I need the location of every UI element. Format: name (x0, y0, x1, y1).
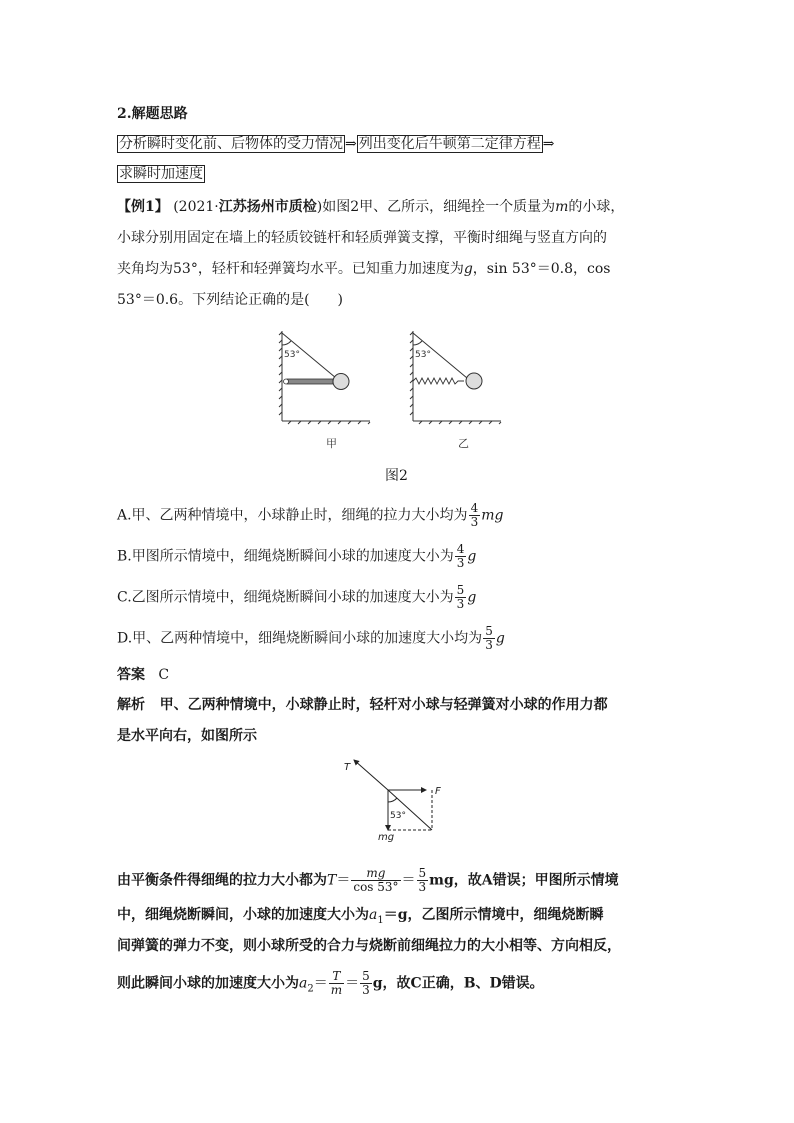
analysis-line-5: 间弹簧的弹力不变，则小球所受的合力与烧断前细绳拉力的大小相等、方向相反， (117, 938, 621, 954)
flow-step-1: 分析瞬时变化前、后物体的受力情况 (119, 136, 343, 152)
equals: ＝ (336, 872, 351, 889)
angle-arc (413, 341, 422, 345)
answer-value: C (158, 667, 170, 683)
flow-step-2: 列出变化后牛顿第二定律方程 (358, 136, 541, 152)
fraction (417, 867, 429, 894)
force-t-label: T (344, 762, 351, 773)
analysis-line-2: 是水平向右，如图所示 (117, 728, 257, 744)
a2-variable: a (299, 975, 308, 992)
analysis-line-1 (117, 695, 608, 715)
example-text: 如图2甲、乙所示，细绳拴一个质量为 (322, 199, 556, 215)
angle-label: 53° (390, 811, 406, 821)
flow-arrow: ⇒ (542, 136, 555, 152)
option-c-text: C.乙图所示情境中，细绳烧断瞬间小球的加速度大小为 (117, 589, 454, 606)
t-variable: T (327, 872, 337, 889)
numerator: T (329, 970, 344, 984)
denominator: cos 53° (353, 880, 399, 894)
equals: ＝ (401, 872, 416, 889)
ball (466, 373, 482, 389)
force-f-label: F (435, 786, 441, 797)
flow-arrow: ⇒ (345, 136, 357, 152)
solution-flow-continued (117, 164, 205, 184)
numerator: 5 (362, 969, 370, 983)
equals: ＝ (345, 975, 360, 992)
numerator: 4 (456, 542, 465, 556)
option-a-tail: mg (481, 507, 504, 524)
fraction (483, 625, 495, 652)
flow-step-3: 求瞬时加速度 (119, 166, 203, 182)
g-variable: g (463, 261, 473, 277)
fraction (351, 867, 400, 894)
example-tag: 【例1】 (117, 199, 169, 215)
mass-variable: m (555, 199, 569, 215)
analysis-text: 甲、乙两种情境中，小球静止时，轻杆对小球与轻弹簧对小球的作用力都 (159, 697, 608, 713)
analysis-text: mg，故A错误；甲图所示情境 (429, 872, 619, 889)
analysis-text: 中，细绳烧断瞬间，小球的加速度大小为 (117, 907, 369, 923)
numerator: 5 (418, 866, 427, 880)
option-a (117, 502, 503, 529)
solution-flow (117, 134, 554, 154)
figure-2 (270, 323, 520, 455)
example-text: ，sin 53°＝0.8，cos (472, 261, 611, 277)
example-source: 江苏扬州市质检 (218, 199, 317, 215)
light-rod (287, 379, 333, 384)
a1-variable: a (369, 907, 378, 923)
option-c (117, 584, 476, 611)
fraction (329, 970, 344, 997)
option-a-text: A.甲、乙两种情境中，小球静止时，细绳的拉力大小均为 (117, 507, 468, 524)
ball (333, 374, 349, 390)
tension-arrow (354, 760, 388, 790)
analysis-text: 则此瞬间小球的加速度大小为 (117, 975, 299, 992)
answer-line (117, 665, 169, 685)
option-b-tail: g (467, 548, 477, 565)
angle-arc (388, 798, 397, 802)
example-line-2: 小球分别用固定在墙上的轻质铰链杆和轻质弹簧支撑，平衡时细绳与竖直方向的 (117, 230, 607, 246)
option-b-text: B.甲图所示情境中，细绳烧断瞬间小球的加速度大小为 (117, 548, 454, 565)
example-text: 的小球， (568, 199, 625, 215)
option-d (117, 625, 505, 652)
example-line-3 (117, 259, 610, 279)
equals: ＝ (313, 975, 328, 992)
angle-arc (282, 341, 291, 345)
figure-caption: 图2 (385, 468, 408, 484)
option-d-text: D.甲、乙两种情境中，细绳烧断瞬间小球的加速度大小均为 (117, 630, 483, 647)
denominator: 3 (362, 983, 370, 997)
denominator: 3 (485, 638, 493, 652)
example-line-4: 53°＝0.6。下列结论正确的是( ) (117, 292, 344, 308)
denominator: m (330, 983, 343, 997)
fraction (360, 970, 372, 997)
analysis-label: 解析 (117, 697, 145, 713)
analysis-text: g，故C正确，B、D错误。 (372, 975, 544, 992)
force-diagram (340, 756, 450, 846)
answer-label: 答案 (117, 667, 145, 683)
numerator: mg (351, 867, 400, 881)
resultant-diagonal (388, 790, 432, 830)
analysis-text: ＝g，乙图所示情境中，细绳烧断瞬 (383, 907, 604, 923)
numerator: 5 (485, 624, 493, 638)
figure-left-jia (279, 331, 370, 450)
fraction (455, 584, 467, 611)
hinge (284, 379, 289, 384)
angle-label: 53° (415, 350, 431, 360)
analysis-line-6 (117, 970, 544, 999)
numerator: 5 (456, 583, 465, 597)
figure-label-jia: 甲 (326, 437, 337, 450)
denominator: 3 (456, 597, 465, 611)
option-b (117, 543, 476, 570)
analysis-line-3 (117, 867, 619, 894)
figure-label-yi: 乙 (458, 437, 469, 450)
fraction (469, 502, 481, 529)
analysis-line-4 (117, 905, 604, 931)
a1-subscript: 1 (377, 914, 384, 926)
analysis-text: 由平衡条件得细绳的拉力大小都为 (117, 872, 327, 889)
example-source-close: ) (316, 199, 323, 215)
light-spring (413, 378, 464, 384)
a2-subscript: 2 (307, 983, 314, 995)
example-source-open: (2021· (173, 199, 219, 215)
figure-right-yi (410, 331, 501, 450)
fraction (455, 543, 467, 570)
section-heading: 2.解题思路 (117, 106, 188, 122)
denominator: 3 (470, 515, 479, 529)
denominator: 3 (456, 556, 465, 570)
example-text: 夹角均为53°，轻杆和轻弹簧均水平。已知重力加速度为 (117, 261, 464, 277)
option-c-tail: g (467, 589, 477, 606)
example-line-1 (117, 197, 624, 217)
angle-label: 53° (284, 350, 300, 360)
option-d-tail: g (495, 630, 505, 647)
numerator: 4 (470, 501, 479, 515)
force-mg-label: mg (378, 832, 395, 843)
denominator: 3 (418, 880, 427, 894)
